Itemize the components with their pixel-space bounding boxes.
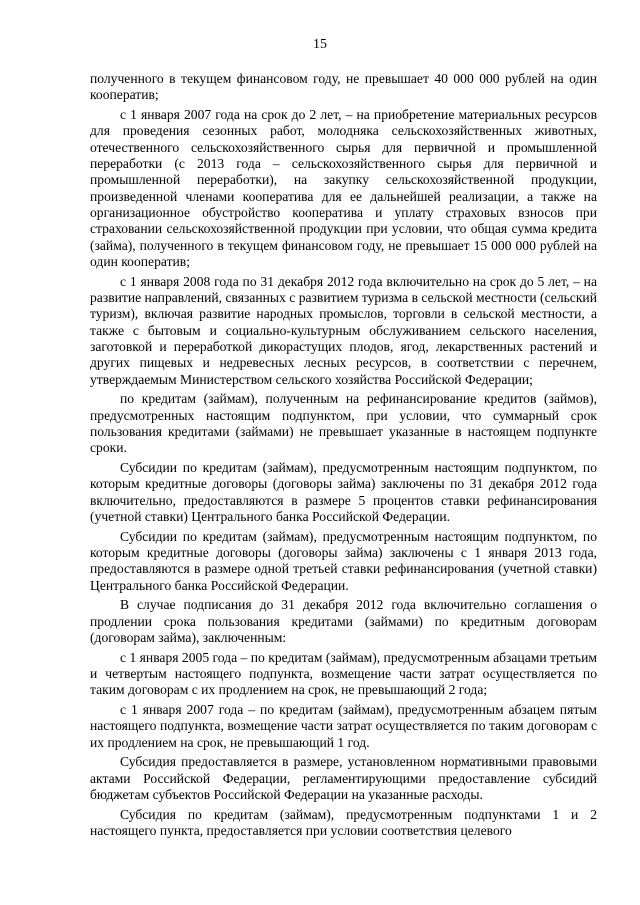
paragraph: с 1 января 2007 года на срок до 2 лет, – на приобретение материальных ресурсов для проведения сезонных работ, молодняка сельскохозяйственных животных, отечественного сельскохозяйственного сырья для первичной и промышленной переработки (с 2013 года – сельскохозяйственного сырья для первичной и промышленной переработки), на закупку сельскохозяйственной продукции, произведенной членами кооператива для ее дальнейшей реализации, а также на организационное обустройство кооператива и уплату страховых взносов при страховании сельскохозяйственной продукции при условии, что общая сумма кредита (займа), полученного в текущем финансовом году, не превышает 15 000 000 рублей на один кооператив;	[90, 106, 597, 270]
paragraph-continuation: полученного в текущем финансовом году, не превышает 40 000 000 рублей на один кооператив;	[90, 71, 597, 103]
paragraph: с 1 января 2005 года – по кредитам (займам), предусмотренным абзацами третьим и четвертым настоящего подпункта, возмещение части затрат осуществляется по таким договорам с их продлением на срок, не превышающий 2 года;	[90, 649, 597, 698]
paragraph: Субсидия предоставляется в размере, установленном нормативными правовыми актами Российской Федерации, регламентирующими предоставление субсидий бюджетам субъектов Российской Федерации на указанные расходы.	[90, 754, 597, 803]
paragraph: с 1 января 2008 года по 31 декабря 2012 года включительно на срок до 5 лет, – на развитие направлений, связанных с развитием туризма в сельской местности (сельский туризм), включая развитие народных промыслов, торговли в сельской местности, а также с бытовым и социально-культурным обслуживанием сельского населения, заготовкой и переработкой дикорастущих плодов, ягод, лекарственных растений и других пищевых и недревесных лесных ресурсов, в соответствии с перечнем, утверждаемым Министерством сельского хозяйства Российской Федерации;	[90, 273, 597, 387]
paragraph: В случае подписания до 31 декабря 2012 года включительно соглашения о продлении срока пользования кредитами (займами) по кредитным договорам (договорам займа), заключенным:	[90, 597, 597, 646]
paragraph: по кредитам (займам), полученным на рефинансирование кредитов (займов), предусмотренных настоящим подпунктом, при условии, что суммарный срок пользования кредитами (займами) не превышает указанные в настоящем подпункте сроки.	[90, 391, 597, 456]
document-body	[90, 71, 597, 843]
paragraph: Субсидии по кредитам (займам), предусмотренным настоящим подпунктом, по которым кредитные договоры (договоры займа) заключены с 1 января 2013 года, предоставляются в размере одной третьей ставки рефинансирования (учетной ставки) Центрального банка Российской Федерации.	[90, 528, 597, 593]
page-number: 15	[313, 37, 327, 52]
paragraph: Субсидия по кредитам (займам), предусмотренным подпунктами 1 и 2 настоящего пункта, предоставляется при условии соответствия целевого	[90, 806, 597, 839]
paragraph: с 1 января 2007 года – по кредитам (займам), предусмотренным абзацем пятым настоящего подпункта, возмещение части затрат осуществляется по таким договорам с их продлением на срок, не превышающий 1 год.	[90, 702, 597, 750]
paragraph: Субсидии по кредитам (займам), предусмотренным настоящим подпунктом, по которым кредитные договоры (договоры займа) заключены по 31 декабря 2012 года включительно, предоставляются в размере 5 процентов ставки рефинансирования (учетной ставки) Центрального банка Российской Федерации.	[90, 460, 597, 525]
